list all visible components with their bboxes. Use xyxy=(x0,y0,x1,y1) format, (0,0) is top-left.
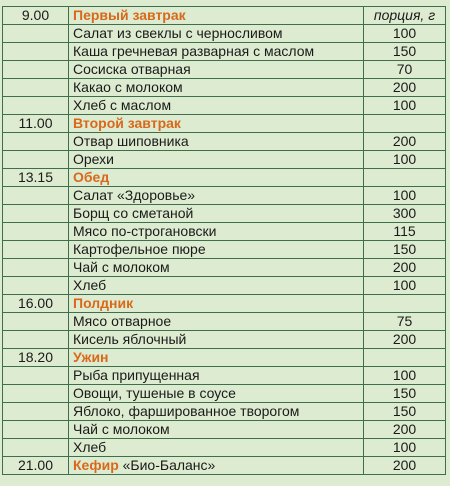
dish-name: Борщ со сметаной xyxy=(69,205,364,223)
dish-portion: 150 xyxy=(364,403,446,421)
table-row xyxy=(3,97,446,115)
table-row xyxy=(3,403,446,421)
meal-title: Полдник xyxy=(69,295,364,313)
meal-header-row xyxy=(3,295,446,313)
final-meal-row xyxy=(3,457,446,475)
dish-portion: 100 xyxy=(364,367,446,385)
meal-title: Первый завтрак xyxy=(69,7,364,25)
table-row xyxy=(3,223,446,241)
dish-portion: 100 xyxy=(364,187,446,205)
table-row xyxy=(3,421,446,439)
dish-name: Отвар шиповника xyxy=(69,133,364,151)
dish-portion: 150 xyxy=(364,385,446,403)
table-row xyxy=(3,331,446,349)
meal-header-row xyxy=(3,169,446,187)
table-row xyxy=(3,205,446,223)
dish-name: Хлеб с маслом xyxy=(69,97,364,115)
dish-portion: 150 xyxy=(364,43,446,61)
table-row xyxy=(3,385,446,403)
meal-time: 21.00 xyxy=(3,457,69,475)
meal-title: Ужин xyxy=(69,349,364,367)
dish-name: Картофельное пюре xyxy=(69,241,364,259)
dish-portion: 200 xyxy=(364,79,446,97)
dish-name: Хлеб xyxy=(69,277,364,295)
dish-name: Мясо по-строгановски xyxy=(69,223,364,241)
dish-portion: 200 xyxy=(364,421,446,439)
dish-portion: 200 xyxy=(364,259,446,277)
meal-title: Обед xyxy=(69,169,364,187)
table-row xyxy=(3,151,446,169)
meal-time: 9.00 xyxy=(3,7,69,25)
portion-header: порция, г xyxy=(364,7,446,25)
meal-title: Второй завтрак xyxy=(69,115,364,133)
meal-header-row xyxy=(3,115,446,133)
dish-name: Яблоко, фаршированное творогом xyxy=(69,403,364,421)
dish-portion: 300 xyxy=(364,205,446,223)
meal-header-row xyxy=(3,7,446,25)
dish-portion: 75 xyxy=(364,313,446,331)
dish-portion: 100 xyxy=(364,439,446,457)
table-row xyxy=(3,61,446,79)
table-row xyxy=(3,259,446,277)
menu-frame xyxy=(2,6,446,482)
dish-name: Мясо отварное xyxy=(69,313,364,331)
dish-name: Кисель яблочный xyxy=(69,331,364,349)
table-row xyxy=(3,187,446,205)
dish-portion: 100 xyxy=(364,25,446,43)
dish-name: Какао с молоком xyxy=(69,79,364,97)
meal-title: Кефир xyxy=(73,457,119,473)
dish-name: Салат «Здоровье» xyxy=(69,187,364,205)
table-row xyxy=(3,79,446,97)
table-row xyxy=(3,367,446,385)
dish-portion: 70 xyxy=(364,61,446,79)
meal-time: 16.00 xyxy=(3,295,69,313)
dish-name: Чай с молоком xyxy=(69,421,364,439)
meal-time: 11.00 xyxy=(3,115,69,133)
dish-name: Орехи xyxy=(69,151,364,169)
table-row xyxy=(3,241,446,259)
dish-name: Салат из свеклы с черносливом xyxy=(69,25,364,43)
table-row xyxy=(3,133,446,151)
dish-portion: 100 xyxy=(364,151,446,169)
table-row xyxy=(3,313,446,331)
kefir-brand: «Био-Баланс» xyxy=(122,457,216,473)
meal-schedule-table xyxy=(2,6,446,475)
table-row xyxy=(3,43,446,61)
table-row xyxy=(3,25,446,43)
dish-portion: 200 xyxy=(364,133,446,151)
dish-name: Сосиска отварная xyxy=(69,61,364,79)
dish-name: Хлеб xyxy=(69,439,364,457)
dish-name: Рыба припущенная xyxy=(69,367,364,385)
final-meal-cell xyxy=(69,457,364,475)
dish-portion: 200 xyxy=(364,331,446,349)
dish-portion: 115 xyxy=(364,223,446,241)
dish-portion: 150 xyxy=(364,241,446,259)
dish-name: Чай с молоком xyxy=(69,259,364,277)
dish-name: Каша гречневая разварная с маслом xyxy=(69,43,364,61)
dish-portion: 100 xyxy=(364,97,446,115)
dish-portion: 100 xyxy=(364,277,446,295)
table-row xyxy=(3,277,446,295)
meal-header-row xyxy=(3,349,446,367)
meal-time: 13.15 xyxy=(3,169,69,187)
dish-portion: 200 xyxy=(364,457,446,475)
dish-name: Овощи, тушеные в соусе xyxy=(69,385,364,403)
table-row xyxy=(3,439,446,457)
meal-time: 18.20 xyxy=(3,349,69,367)
